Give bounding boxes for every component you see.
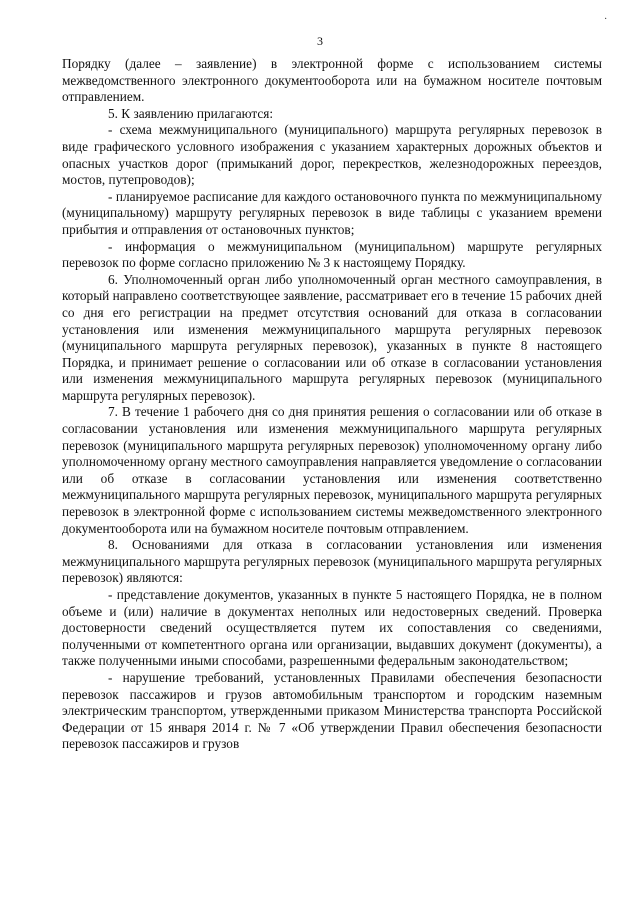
paragraph-item-5-schedule: - планируемое расписание для каждого остановочного пункта по межмуниципальному (муниципальному) маршруту регулярных перевозок в виде таблицы с указанием времени прибытия и отправления от остановочных пунктов; — [62, 188, 602, 237]
document-body — [62, 56, 602, 753]
paragraph-item-5-heading: 5. К заявлению прилагаются: — [108, 105, 274, 121]
paragraph-item-5-route-info: - информация о межмуниципальном (муниципальном) маршруте регулярных перевозок по форме согласно приложению № 3 к настоящему Порядку. — [62, 238, 602, 271]
corner-mark: · — [604, 14, 608, 25]
paragraph-item-8-incomplete-documents: - представление документов, указанных в пункте 5 настоящего Порядка, не в полном объеме и (или) наличие в документах неполных или недостоверных сведений. Проверка достоверности сведений осуществляется путем их сопоставления со сведениями, полученными от компетентного органа или организации, выдавших документ (документы), а также полученными иными способами, разрешенными федеральным законодательством; — [62, 587, 602, 669]
paragraph-continuation: Порядку (далее – заявление) в электронной форме с использованием системы межведомственного электронного документооборота или на бумажном носителе почтовым отправлением. — [62, 56, 602, 105]
paragraph-item-6: 6. Уполномоченный орган либо уполномоченный орган местного самоуправления, в который направлено соответствующее заявление, рассматривает его в течение 15 рабочих дней со дня его регистрации на предмет отсутствия оснований для отказа в согласовании установления или изменения межмуниципального маршрута регулярных перевозок (муниципального маршрута регулярных перевозок), указанных в пункте 8 настоящего Порядка, и принимает решение о согласовании или об отказе в согласовании установления или изменения межмуниципального маршрута регулярных перевозок (муниципального маршрута регулярных перевозок). — [62, 271, 602, 403]
paragraph-item-5-route-scheme: - схема межмуниципального (муниципального) маршрута регулярных перевозок в виде графического условного изображения с указанием характерных дорожных объектов и опасных участков дорог (примыканий дорог, перекрестков, железнодорожных переездов, мостов, путепроводов); — [62, 122, 602, 188]
paragraph-item-7: 7. В течение 1 рабочего дня со дня принятия решения о согласовании или об отказе в согласовании установления или изменения межмуниципального маршрута регулярных перевозок (муниципального маршрута регулярных перевозок) уполномоченному органу либо уполномоченному органу местного самоуправления направляется уведомление о согласовании или об отказе в согласовании установления или изменения соответственно межмуниципального маршрута регулярных перевозок, муниципального маршрута регулярных перевозок в электронной форме с использованием системы межведомственного электронного документооборота или на бумажном носителе почтовым отправлением. — [62, 404, 602, 536]
page-number: 3 — [317, 34, 323, 48]
paragraph-item-8-heading: 8. Основаниями для отказа в согласовании установления или изменения межмуниципального маршрута регулярных перевозок (муниципального маршрута регулярных перевозок) являются: — [62, 537, 602, 586]
paragraph-item-8-safety-violation: - нарушение требований, установленных Правилами обеспечения безопасности перевозок пассажиров и грузов автомобильным транспортом и городским наземным электрическим транспортом, утвержденными приказом Министерства транспорта Российской Федерации от 15 января 2014 г. № 7 «Об утверждении Правил обеспечения безопасности перевозок пассажиров и грузов — [62, 669, 602, 752]
